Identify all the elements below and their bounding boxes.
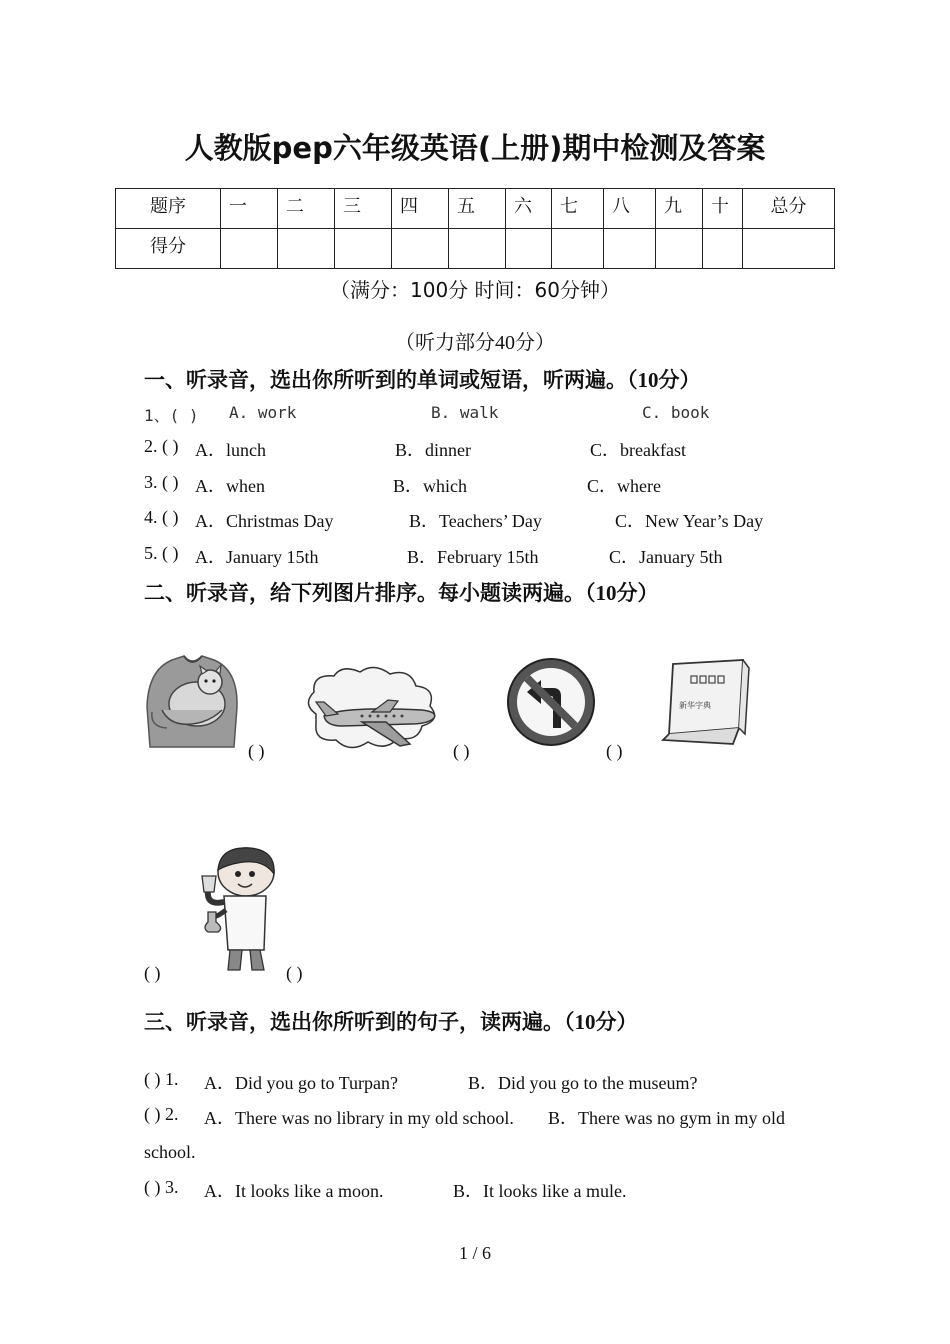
- score-header-cell: 七: [552, 189, 604, 229]
- score-header-cell: 九: [656, 189, 703, 229]
- option-a: A．Christmas Day: [195, 511, 334, 531]
- option-b: B．dinner: [395, 440, 471, 460]
- section3-heading: 三、听录音，选出你所听到的句子，读两遍。（10分）: [144, 1010, 638, 1034]
- option-b: B．Teachers’ Day: [409, 511, 542, 531]
- option-a: A．January 15th: [195, 547, 319, 567]
- option-continuation: school.: [144, 1142, 196, 1162]
- score-row-label: 得分: [116, 229, 221, 269]
- boy-experiment-icon: [194, 846, 280, 974]
- option-a: A．There was no library in my old school.: [204, 1108, 514, 1128]
- score-cell: [604, 229, 656, 269]
- score-header-cell: 题序: [116, 189, 221, 229]
- score-cell: [278, 229, 335, 269]
- score-cell: [449, 229, 506, 269]
- page-number: 1 / 6: [458, 1243, 491, 1263]
- score-table-score-row: [116, 229, 835, 269]
- question-number: ( ) 1.: [144, 1069, 179, 1089]
- score-cell: [506, 229, 552, 269]
- option-c: C．New Year’s Day: [615, 511, 764, 531]
- score-header-cell: 八: [604, 189, 656, 229]
- option-a: A．when: [195, 476, 265, 496]
- score-cell: [552, 229, 604, 269]
- option-b: B．which: [393, 476, 467, 496]
- option-b: B．There was no gym in my old: [548, 1108, 785, 1128]
- score-cell: [221, 229, 278, 269]
- answer-blank[interactable]: ( ): [606, 741, 623, 761]
- question-number: 4. ( ): [144, 507, 179, 527]
- airplane-cloud-icon: [302, 664, 444, 756]
- score-cell: [335, 229, 392, 269]
- question-number: ( ) 2.: [144, 1104, 179, 1124]
- option-b: B．It looks like a mule.: [453, 1181, 627, 1201]
- question-number: ( ) 3.: [144, 1177, 179, 1197]
- option-a: A. work: [229, 403, 297, 422]
- answer-blank[interactable]: ( ): [248, 741, 265, 761]
- book-title: 新华字典: [679, 701, 711, 710]
- score-cell: [743, 229, 835, 269]
- listening-label: （听力部分40分）: [395, 332, 555, 354]
- option-a: A．lunch: [195, 440, 266, 460]
- option-c: C. book: [642, 403, 710, 422]
- score-table-header-row: [116, 189, 835, 229]
- question-number: 5. ( ): [144, 543, 179, 563]
- score-header-cell: 六: [506, 189, 552, 229]
- score-header-cell: 一: [221, 189, 278, 229]
- no-left-turn-sign-icon: [505, 656, 597, 748]
- exam-info: （满分：100分 时间：60分钟）: [330, 278, 620, 302]
- score-header-cell: 总分: [743, 189, 835, 229]
- page-title: 人教版pep六年级英语(上册)期中检测及答案: [184, 131, 766, 165]
- answer-blank[interactable]: ( ): [286, 963, 303, 983]
- option-b: B．February 15th: [407, 547, 539, 567]
- score-header-cell: 三: [335, 189, 392, 229]
- option-c: C．where: [587, 476, 661, 496]
- score-table: [115, 188, 835, 269]
- score-header-cell: 五: [449, 189, 506, 229]
- option-c: C．breakfast: [590, 440, 686, 460]
- dictionary-book-icon: [655, 658, 751, 750]
- score-header-cell: 二: [278, 189, 335, 229]
- section1-heading: 一、听录音，选出你所听到的单词或短语，听两遍。（10分）: [144, 368, 701, 392]
- answer-blank[interactable]: ( ): [453, 741, 470, 761]
- option-a: A．Did you go to Turpan?: [204, 1073, 399, 1093]
- score-cell: [392, 229, 449, 269]
- answer-blank[interactable]: ( ): [144, 963, 161, 983]
- question-number: 2. ( ): [144, 436, 179, 456]
- question-number: 3. ( ): [144, 472, 179, 492]
- option-c: C．January 5th: [609, 547, 723, 567]
- option-b: B. walk: [431, 403, 499, 422]
- score-header-cell: 十: [703, 189, 743, 229]
- score-cell: [656, 229, 703, 269]
- score-header-cell: 四: [392, 189, 449, 229]
- score-cell: [703, 229, 743, 269]
- option-a: A．It looks like a moon.: [204, 1181, 384, 1201]
- person-holding-cat-icon: [142, 652, 242, 752]
- question-number: 1、( ): [144, 406, 199, 425]
- option-b: B．Did you go to the museum?: [468, 1073, 698, 1093]
- section2-heading: 二、听录音，给下列图片排序。每小题读两遍。（10分）: [144, 581, 659, 605]
